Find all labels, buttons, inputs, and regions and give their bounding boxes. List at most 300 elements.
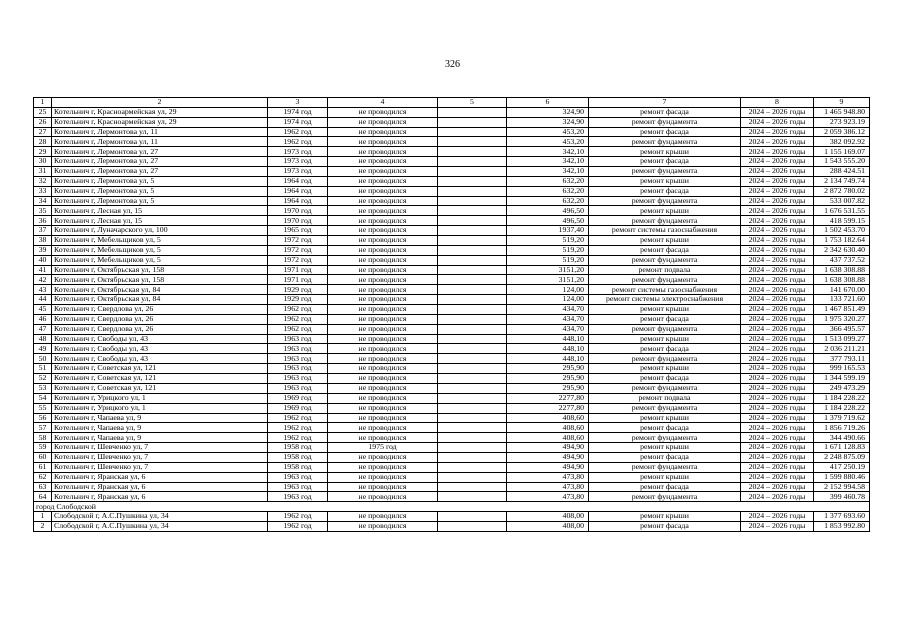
- cell-last-repair-year: не проводился: [328, 521, 438, 531]
- cell-area: 434,70: [507, 314, 589, 324]
- cell-build-year: 1974 год: [268, 117, 328, 127]
- cell-build-year: 1972 год: [268, 255, 328, 265]
- cell-cost: 1 465 948.80: [814, 107, 870, 117]
- cell-row-number: 55: [34, 403, 52, 413]
- cell-build-year: 1970 год: [268, 206, 328, 216]
- cell-build-year: 1958 год: [268, 452, 328, 462]
- cell-build-year: 1962 год: [268, 314, 328, 324]
- cell-address: Котельнич г, Луначарского ул, 100: [52, 226, 268, 236]
- page-number: 326: [445, 59, 460, 70]
- cell-address: Котельнич г, Свободы ул, 43: [52, 334, 268, 344]
- table-row: [34, 403, 870, 413]
- cell-row-number: 56: [34, 413, 52, 423]
- cell-col-5: [438, 305, 507, 315]
- cell-area: 3151,20: [507, 275, 589, 285]
- cell-build-year: 1963 год: [268, 472, 328, 482]
- cell-repair-type: ремонт подвала: [589, 393, 741, 403]
- table-row: [34, 245, 870, 255]
- cell-address: Котельнич г, Чапаева ул, 9: [52, 413, 268, 423]
- cell-build-year: 1969 год: [268, 403, 328, 413]
- cell-col-5: [438, 374, 507, 384]
- cell-last-repair-year: не проводился: [328, 374, 438, 384]
- cell-build-year: 1963 год: [268, 374, 328, 384]
- cell-row-number: 29: [34, 147, 52, 157]
- cell-repair-type: ремонт фасада: [589, 314, 741, 324]
- cell-col-5: [438, 107, 507, 117]
- cell-repair-type: ремонт фундамента: [589, 167, 741, 177]
- cell-col-5: [438, 157, 507, 167]
- cell-area: 2277,80: [507, 403, 589, 413]
- cell-build-year: 1964 год: [268, 196, 328, 206]
- cell-cost: 2 342 630.40: [814, 245, 870, 255]
- cell-last-repair-year: не проводился: [328, 383, 438, 393]
- cell-cost: 1 676 531.55: [814, 206, 870, 216]
- table-row: [34, 167, 870, 177]
- cell-row-number: 46: [34, 314, 52, 324]
- cell-repair-type: ремонт системы газоснабжения: [589, 285, 741, 295]
- cell-cost: 533 007.82: [814, 196, 870, 206]
- cell-address: Котельнич г, Красноармейская ул, 29: [52, 107, 268, 117]
- cell-build-year: 1971 год: [268, 275, 328, 285]
- cell-area: 448,10: [507, 354, 589, 364]
- cell-build-year: 1973 год: [268, 147, 328, 157]
- cell-col-5: [438, 226, 507, 236]
- cell-period: 2024 – 2026 годы: [741, 265, 814, 275]
- table-row: [34, 472, 870, 482]
- cell-address: Котельнич г, Яранская ул, 6: [52, 472, 268, 482]
- cell-cost: 1 856 719.26: [814, 423, 870, 433]
- column-header: 1: [34, 98, 52, 108]
- cell-cost: 141 670.00: [814, 285, 870, 295]
- cell-repair-type: ремонт фундамента: [589, 403, 741, 413]
- cell-cost: 437 737.52: [814, 255, 870, 265]
- cell-build-year: 1965 год: [268, 226, 328, 236]
- cell-repair-type: ремонт фасада: [589, 344, 741, 354]
- cell-last-repair-year: не проводился: [328, 206, 438, 216]
- table-row: [34, 186, 870, 196]
- cell-last-repair-year: не проводился: [328, 295, 438, 305]
- cell-row-number: 64: [34, 492, 52, 502]
- cell-cost: 1 184 228.22: [814, 393, 870, 403]
- cell-row-number: 35: [34, 206, 52, 216]
- cell-col-5: [438, 423, 507, 433]
- cell-col-5: [438, 265, 507, 275]
- cell-area: 473,80: [507, 492, 589, 502]
- table-row: [34, 117, 870, 127]
- cell-area: 496,50: [507, 216, 589, 226]
- table-row: [34, 295, 870, 305]
- cell-last-repair-year: не проводился: [328, 512, 438, 522]
- cell-cost: 1 975 320.27: [814, 314, 870, 324]
- cell-address: Котельнич г, Чапаева ул, 9: [52, 433, 268, 443]
- cell-row-number: 50: [34, 354, 52, 364]
- cell-area: 453,20: [507, 127, 589, 137]
- cell-repair-type: ремонт подвала: [589, 265, 741, 275]
- cell-period: 2024 – 2026 годы: [741, 137, 814, 147]
- cell-repair-type: ремонт крыши: [589, 512, 741, 522]
- cell-period: 2024 – 2026 годы: [741, 255, 814, 265]
- cell-last-repair-year: не проводился: [328, 226, 438, 236]
- cell-col-5: [438, 275, 507, 285]
- cell-period: 2024 – 2026 годы: [741, 107, 814, 117]
- cell-address: Котельнич г, Октябрьская ул, 84: [52, 295, 268, 305]
- cell-row-number: 42: [34, 275, 52, 285]
- cell-repair-type: ремонт фасада: [589, 521, 741, 531]
- cell-address: Котельнич г, Свердлова ул, 26: [52, 324, 268, 334]
- cell-build-year: 1970 год: [268, 216, 328, 226]
- cell-cost: 418 599.15: [814, 216, 870, 226]
- cell-col-5: [438, 344, 507, 354]
- cell-build-year: 1974 год: [268, 107, 328, 117]
- cell-cost: 1 344 599.19: [814, 374, 870, 384]
- cell-last-repair-year: не проводился: [328, 433, 438, 443]
- cell-col-5: [438, 314, 507, 324]
- cell-period: 2024 – 2026 годы: [741, 423, 814, 433]
- cell-cost: 1 853 992.80: [814, 521, 870, 531]
- cell-last-repair-year: 1975 год: [328, 443, 438, 453]
- cell-repair-type: ремонт крыши: [589, 334, 741, 344]
- cell-period: 2024 – 2026 годы: [741, 393, 814, 403]
- cell-last-repair-year: не проводился: [328, 452, 438, 462]
- table-row: [34, 265, 870, 275]
- cell-repair-type: ремонт фундамента: [589, 255, 741, 265]
- cell-repair-type: ремонт системы газоснабжения: [589, 226, 741, 236]
- table-row: [34, 452, 870, 462]
- cell-repair-type: ремонт фундамента: [589, 354, 741, 364]
- cell-repair-type: ремонт фасада: [589, 107, 741, 117]
- cell-row-number: 63: [34, 482, 52, 492]
- cell-repair-type: ремонт крыши: [589, 176, 741, 186]
- cell-col-5: [438, 137, 507, 147]
- cell-area: 473,80: [507, 482, 589, 492]
- cell-period: 2024 – 2026 годы: [741, 226, 814, 236]
- cell-area: 324,90: [507, 117, 589, 127]
- table-row: [34, 285, 870, 295]
- cell-row-number: 49: [34, 344, 52, 354]
- cell-build-year: 1929 год: [268, 285, 328, 295]
- cell-last-repair-year: не проводился: [328, 127, 438, 137]
- column-header: 5: [438, 98, 507, 108]
- cell-address: Котельнич г, Лермонтова ул, 11: [52, 137, 268, 147]
- cell-period: 2024 – 2026 годы: [741, 127, 814, 137]
- cell-address: Котельнич г, Лермонтова ул, 5: [52, 176, 268, 186]
- cell-last-repair-year: не проводился: [328, 176, 438, 186]
- cell-address: Котельнич г, Советская ул, 121: [52, 374, 268, 384]
- cell-address: Котельнич г, Мебельщиков ул, 5: [52, 236, 268, 246]
- cell-last-repair-year: не проводился: [328, 186, 438, 196]
- table-row: [34, 492, 870, 502]
- cell-address: Котельнич г, Лермонтова ул, 27: [52, 157, 268, 167]
- cell-area: 494,90: [507, 443, 589, 453]
- cell-repair-type: ремонт крыши: [589, 147, 741, 157]
- cell-period: 2024 – 2026 годы: [741, 472, 814, 482]
- cell-row-number: 34: [34, 196, 52, 206]
- cell-period: 2024 – 2026 годы: [741, 216, 814, 226]
- table-row: [34, 127, 870, 137]
- cell-build-year: 1958 год: [268, 462, 328, 472]
- cell-period: 2024 – 2026 годы: [741, 117, 814, 127]
- cell-row-number: 40: [34, 255, 52, 265]
- cell-row-number: 51: [34, 364, 52, 374]
- cell-last-repair-year: не проводился: [328, 472, 438, 482]
- cell-repair-type: ремонт крыши: [589, 413, 741, 423]
- column-header: 2: [52, 98, 268, 108]
- cell-last-repair-year: не проводился: [328, 334, 438, 344]
- cell-cost: 344 490.66: [814, 433, 870, 443]
- cell-col-5: [438, 324, 507, 334]
- cell-last-repair-year: не проводился: [328, 265, 438, 275]
- cell-row-number: 47: [34, 324, 52, 334]
- cell-build-year: 1963 год: [268, 383, 328, 393]
- table-row: [34, 334, 870, 344]
- cell-period: 2024 – 2026 годы: [741, 305, 814, 315]
- cell-col-5: [438, 364, 507, 374]
- cell-period: 2024 – 2026 годы: [741, 344, 814, 354]
- cell-address: Котельнич г, Свободы ул, 43: [52, 354, 268, 364]
- table-row: [34, 206, 870, 216]
- cell-area: 1937,40: [507, 226, 589, 236]
- cell-build-year: 1973 год: [268, 167, 328, 177]
- cell-area: 342,10: [507, 167, 589, 177]
- cell-col-5: [438, 462, 507, 472]
- cell-build-year: 1973 год: [268, 157, 328, 167]
- column-header: 9: [814, 98, 870, 108]
- cell-address: Котельнич г, Лесная ул, 15: [52, 216, 268, 226]
- cell-row-number: 43: [34, 285, 52, 295]
- cell-cost: 417 250.19: [814, 462, 870, 472]
- cell-area: 496,50: [507, 206, 589, 216]
- cell-col-5: [438, 354, 507, 364]
- cell-cost: 1 467 851.49: [814, 305, 870, 315]
- cell-area: 342,10: [507, 157, 589, 167]
- cell-area: 3151,20: [507, 265, 589, 275]
- cell-cost: 2 872 780.02: [814, 186, 870, 196]
- cell-area: 632,20: [507, 176, 589, 186]
- cell-col-5: [438, 186, 507, 196]
- cell-row-number: 32: [34, 176, 52, 186]
- cell-cost: 2 134 749.74: [814, 176, 870, 186]
- cell-last-repair-year: не проводился: [328, 167, 438, 177]
- cell-row-number: 48: [34, 334, 52, 344]
- cell-last-repair-year: не проводился: [328, 462, 438, 472]
- cell-period: 2024 – 2026 годы: [741, 157, 814, 167]
- cell-area: 408,00: [507, 512, 589, 522]
- cell-repair-type: ремонт крыши: [589, 305, 741, 315]
- cell-build-year: 1969 год: [268, 393, 328, 403]
- cell-build-year: 1971 год: [268, 265, 328, 275]
- cell-period: 2024 – 2026 годы: [741, 275, 814, 285]
- table-row: [34, 364, 870, 374]
- cell-last-repair-year: не проводился: [328, 354, 438, 364]
- cell-cost: 1 753 182.64: [814, 236, 870, 246]
- cell-repair-type: ремонт фасада: [589, 374, 741, 384]
- cell-cost: 366 495.57: [814, 324, 870, 334]
- cell-repair-type: ремонт системы электроснабжения: [589, 295, 741, 305]
- cell-cost: 1 599 880.46: [814, 472, 870, 482]
- cell-row-number: 2: [34, 521, 52, 531]
- table-row: [34, 314, 870, 324]
- cell-area: 434,70: [507, 305, 589, 315]
- cell-area: 448,10: [507, 334, 589, 344]
- table-row: [34, 226, 870, 236]
- cell-repair-type: ремонт крыши: [589, 443, 741, 453]
- cell-address: Котельнич г, Шевченко ул, 7: [52, 452, 268, 462]
- cell-last-repair-year: не проводился: [328, 216, 438, 226]
- cell-period: 2024 – 2026 годы: [741, 383, 814, 393]
- cell-area: 494,90: [507, 462, 589, 472]
- table-row: [34, 413, 870, 423]
- cell-row-number: 54: [34, 393, 52, 403]
- column-header: 4: [328, 98, 438, 108]
- cell-period: 2024 – 2026 годы: [741, 167, 814, 177]
- cell-address: Котельнич г, Лермонтова ул, 5: [52, 196, 268, 206]
- capital-repair-table: [33, 97, 870, 532]
- cell-row-number: 58: [34, 433, 52, 443]
- cell-period: 2024 – 2026 годы: [741, 462, 814, 472]
- cell-last-repair-year: не проводился: [328, 492, 438, 502]
- cell-cost: 2 059 386.12: [814, 127, 870, 137]
- cell-col-5: [438, 216, 507, 226]
- cell-build-year: 1958 год: [268, 443, 328, 453]
- cell-period: 2024 – 2026 годы: [741, 452, 814, 462]
- cell-cost: 1 155 169.07: [814, 147, 870, 157]
- cell-last-repair-year: не проводился: [328, 117, 438, 127]
- cell-row-number: 28: [34, 137, 52, 147]
- cell-col-5: [438, 236, 507, 246]
- cell-last-repair-year: не проводился: [328, 423, 438, 433]
- table-row: [34, 107, 870, 117]
- table-row: [34, 521, 870, 531]
- cell-address: Котельнич г, Мебельщиков ул, 5: [52, 255, 268, 265]
- cell-period: 2024 – 2026 годы: [741, 403, 814, 413]
- cell-col-5: [438, 255, 507, 265]
- cell-area: 2277,80: [507, 393, 589, 403]
- cell-area: 124,00: [507, 285, 589, 295]
- column-header: 3: [268, 98, 328, 108]
- cell-cost: 249 473.29: [814, 383, 870, 393]
- cell-build-year: 1964 год: [268, 186, 328, 196]
- cell-build-year: 1964 год: [268, 176, 328, 186]
- cell-col-5: [438, 285, 507, 295]
- cell-row-number: 38: [34, 236, 52, 246]
- table-row: [34, 423, 870, 433]
- table-row: [34, 433, 870, 443]
- cell-row-number: 62: [34, 472, 52, 482]
- cell-col-5: [438, 413, 507, 423]
- cell-repair-type: ремонт фасада: [589, 127, 741, 137]
- cell-build-year: 1962 год: [268, 324, 328, 334]
- cell-period: 2024 – 2026 годы: [741, 433, 814, 443]
- cell-address: Котельнич г, Лермонтова ул, 27: [52, 167, 268, 177]
- cell-build-year: 1962 год: [268, 423, 328, 433]
- cell-build-year: 1962 год: [268, 413, 328, 423]
- cell-address: Котельнич г, Лермонтова ул, 27: [52, 147, 268, 157]
- cell-build-year: 1963 год: [268, 482, 328, 492]
- cell-row-number: 45: [34, 305, 52, 315]
- table-row: [34, 324, 870, 334]
- cell-repair-type: ремонт фундамента: [589, 383, 741, 393]
- cell-col-5: [438, 452, 507, 462]
- table-row: [34, 147, 870, 157]
- cell-repair-type: ремонт фасада: [589, 452, 741, 462]
- cell-cost: 273 923.19: [814, 117, 870, 127]
- cell-row-number: 1: [34, 512, 52, 522]
- cell-repair-type: ремонт фундамента: [589, 324, 741, 334]
- cell-last-repair-year: не проводился: [328, 314, 438, 324]
- cell-col-5: [438, 443, 507, 453]
- cell-row-number: 37: [34, 226, 52, 236]
- table-row: [34, 137, 870, 147]
- cell-area: 632,20: [507, 196, 589, 206]
- cell-repair-type: ремонт крыши: [589, 364, 741, 374]
- cell-col-5: [438, 206, 507, 216]
- cell-row-number: 30: [34, 157, 52, 167]
- cell-area: 295,90: [507, 383, 589, 393]
- cell-cost: 2 036 211.21: [814, 344, 870, 354]
- cell-build-year: 1963 год: [268, 354, 328, 364]
- cell-cost: 1 184 228.22: [814, 403, 870, 413]
- cell-period: 2024 – 2026 годы: [741, 443, 814, 453]
- cell-build-year: 1962 год: [268, 127, 328, 137]
- table-row: [34, 196, 870, 206]
- cell-repair-type: ремонт крыши: [589, 236, 741, 246]
- cell-build-year: 1963 год: [268, 334, 328, 344]
- cell-repair-type: ремонт фундамента: [589, 433, 741, 443]
- cell-last-repair-year: не проводился: [328, 245, 438, 255]
- cell-build-year: 1962 год: [268, 512, 328, 522]
- cell-row-number: 33: [34, 186, 52, 196]
- cell-build-year: 1972 год: [268, 245, 328, 255]
- section-row: [34, 502, 870, 512]
- cell-area: 124,00: [507, 295, 589, 305]
- cell-address: Котельнич г, Советская ул, 121: [52, 383, 268, 393]
- cell-area: 519,20: [507, 236, 589, 246]
- cell-address: Слободской г, А.С.Пушкина ул, 34: [52, 512, 268, 522]
- table-row: [34, 275, 870, 285]
- cell-build-year: 1963 год: [268, 492, 328, 502]
- cell-last-repair-year: не проводился: [328, 236, 438, 246]
- cell-build-year: 1929 год: [268, 295, 328, 305]
- cell-row-number: 57: [34, 423, 52, 433]
- cell-area: 324,90: [507, 107, 589, 117]
- cell-cost: 288 424.51: [814, 167, 870, 177]
- cell-last-repair-year: не проводился: [328, 196, 438, 206]
- cell-period: 2024 – 2026 годы: [741, 285, 814, 295]
- cell-build-year: 1963 год: [268, 364, 328, 374]
- cell-cost: 1 379 719.62: [814, 413, 870, 423]
- cell-address: Котельнич г, Урицкого ул, 1: [52, 393, 268, 403]
- cell-build-year: 1962 год: [268, 433, 328, 443]
- cell-last-repair-year: не проводился: [328, 364, 438, 374]
- cell-col-5: [438, 393, 507, 403]
- cell-address: Котельнич г, Свердлова ул, 26: [52, 305, 268, 315]
- cell-period: 2024 – 2026 годы: [741, 512, 814, 522]
- cell-last-repair-year: не проводился: [328, 482, 438, 492]
- cell-period: 2024 – 2026 годы: [741, 147, 814, 157]
- cell-cost: 1 638 308.88: [814, 265, 870, 275]
- table-row: [34, 482, 870, 492]
- cell-period: 2024 – 2026 годы: [741, 236, 814, 246]
- cell-period: 2024 – 2026 годы: [741, 482, 814, 492]
- table-row: [34, 255, 870, 265]
- cell-repair-type: ремонт фундамента: [589, 117, 741, 127]
- table-row: [34, 216, 870, 226]
- cell-last-repair-year: не проводился: [328, 393, 438, 403]
- cell-col-5: [438, 334, 507, 344]
- cell-last-repair-year: не проводился: [328, 107, 438, 117]
- cell-repair-type: ремонт фундамента: [589, 137, 741, 147]
- cell-period: 2024 – 2026 годы: [741, 245, 814, 255]
